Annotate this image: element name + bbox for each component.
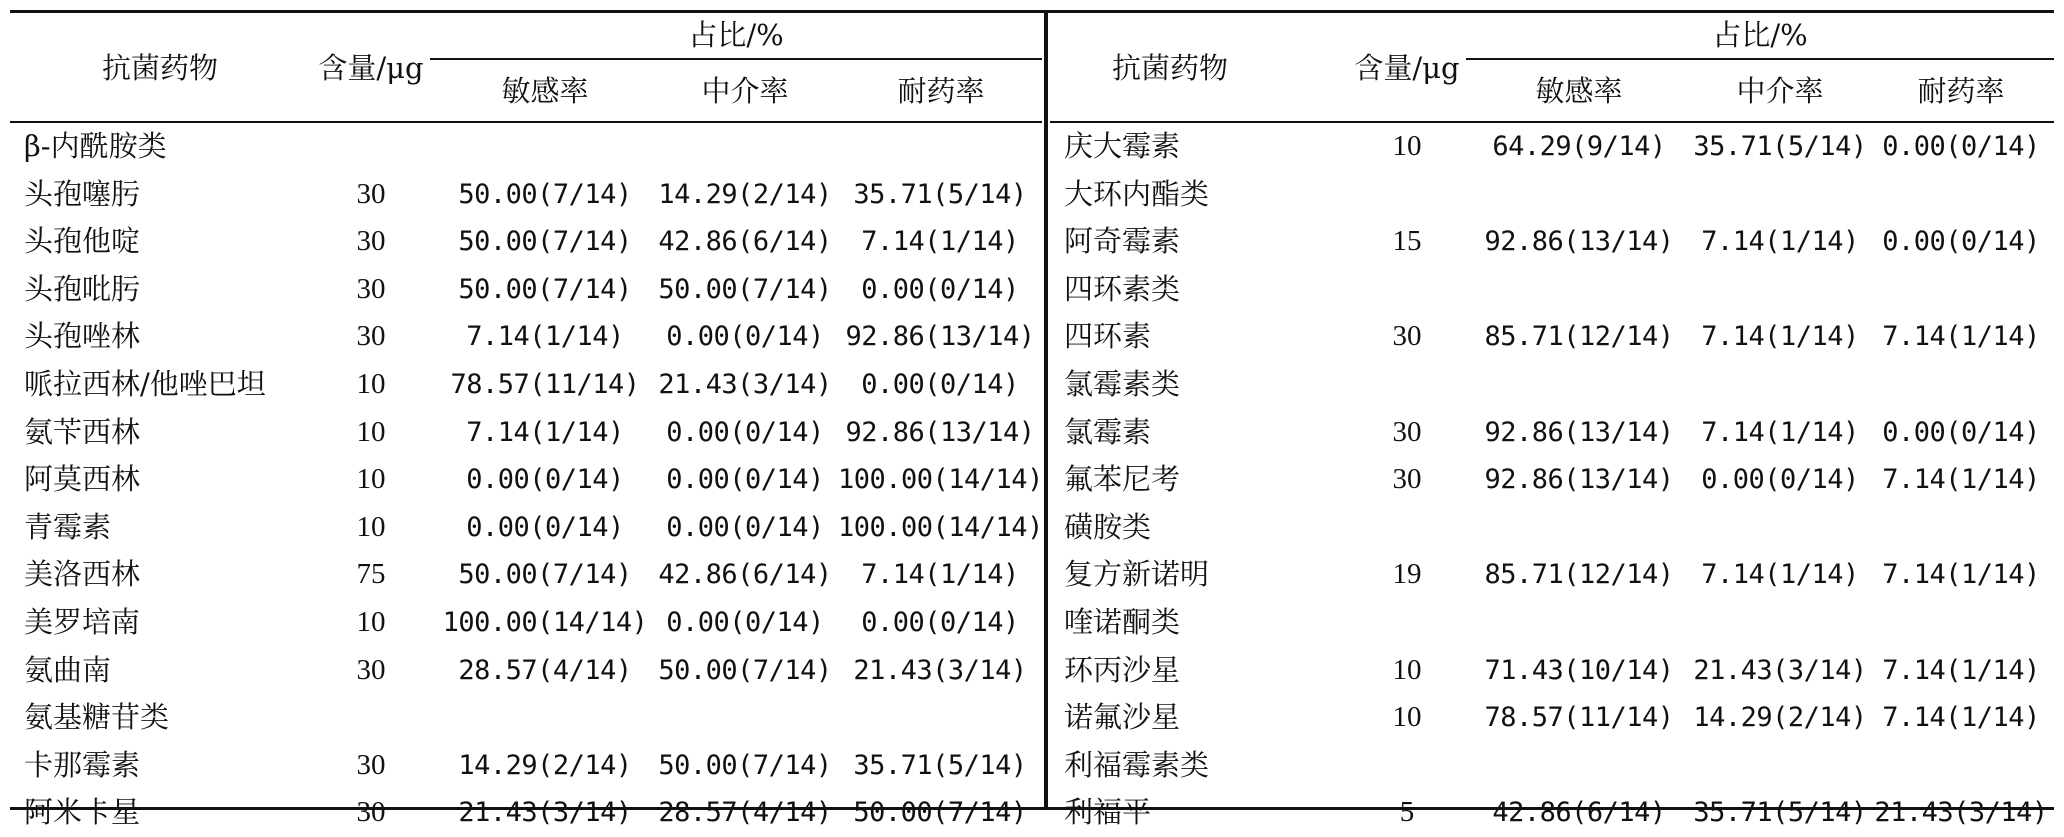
drug-name: 利福霉素类 <box>1064 747 1210 782</box>
resistant-rate <box>838 123 1042 171</box>
sensitive-rate <box>1466 599 1692 647</box>
intermediate-rate: 0.00(0/14) <box>666 464 824 496</box>
antibiotic-susceptibility-table <box>10 10 2054 830</box>
intermediate-rate: 7.14(1/14) <box>1701 416 1859 448</box>
drug-name: 环丙沙星 <box>1064 652 1181 687</box>
sensitive-rate: 92.86(13/14) <box>1484 226 1674 258</box>
left-table-body <box>10 123 1043 830</box>
resistant-rate: 0.00(0/14) <box>861 273 1019 305</box>
sensitive-rate: 92.86(13/14) <box>1484 416 1674 448</box>
resistant-rate: 100.00(14/14) <box>838 511 1043 543</box>
table-row <box>10 123 1042 171</box>
sensitive-rate <box>430 123 660 171</box>
sensitive-rate: 7.14(1/14) <box>466 416 624 448</box>
right-table-body <box>1050 123 2054 830</box>
sensitive-rate: 7.14(1/14) <box>466 321 624 353</box>
intermediate-rate: 14.29(2/14) <box>658 178 832 210</box>
intermediate-rate: 0.00(0/14) <box>1701 464 1859 496</box>
table-row <box>10 551 1042 599</box>
table-row <box>1050 218 2054 266</box>
content-value: 10 <box>1392 653 1422 686</box>
drug-name: 头孢他啶 <box>24 224 141 259</box>
table-row <box>1050 694 2054 742</box>
table-row <box>1050 409 2054 457</box>
table-row <box>10 409 1042 457</box>
drug-name: 氯霉素 <box>1064 414 1152 449</box>
header-resistant: 耐药率 <box>1917 74 2005 108</box>
content-value: 10 <box>1392 130 1422 162</box>
sensitive-rate: 28.57(4/14) <box>458 654 632 686</box>
resistant-rate: 7.14(1/14) <box>1882 321 2040 353</box>
drug-name: 氟苯尼考 <box>1064 462 1181 497</box>
intermediate-rate <box>1692 361 1868 409</box>
drug-name: 磺胺类 <box>1064 509 1152 544</box>
resistant-rate: 0.00(0/14) <box>861 607 1019 638</box>
drug-name: 卡那霉素 <box>24 747 141 782</box>
intermediate-rate: 7.14(1/14) <box>1701 226 1859 258</box>
table-row <box>1050 647 2054 695</box>
resistant-rate: 7.14(1/14) <box>861 559 1019 591</box>
content-value: 30 <box>1392 415 1422 448</box>
drug-name: 阿莫西林 <box>24 462 141 497</box>
table-row <box>10 742 1042 790</box>
content-value: 10 <box>356 606 386 638</box>
resistant-rate: 35.71(5/14) <box>853 749 1027 781</box>
intermediate-rate <box>650 123 840 171</box>
resistant-rate <box>1868 361 2054 409</box>
double-column-separator <box>1044 13 1048 807</box>
resistant-rate: 92.86(13/14) <box>845 321 1035 353</box>
content-value: 30 <box>356 320 386 353</box>
table-row <box>10 504 1042 552</box>
header-ratio: 占比/% <box>688 18 784 52</box>
content-value: 10 <box>1392 701 1422 734</box>
intermediate-rate: 21.43(3/14) <box>658 369 832 400</box>
table-row <box>10 647 1042 695</box>
content-value <box>1342 599 1472 647</box>
content-value: 5 <box>1399 796 1415 829</box>
table-row <box>1050 551 2054 599</box>
resistant-rate <box>1868 266 2054 314</box>
intermediate-rate: 0.00(0/14) <box>666 511 824 543</box>
resistant-rate <box>1868 599 2054 647</box>
content-value: 30 <box>1392 463 1422 496</box>
intermediate-rate: 50.00(7/14) <box>658 273 832 305</box>
resistant-rate: 7.14(1/14) <box>1882 654 2040 686</box>
sensitive-rate: 42.86(6/14) <box>1492 797 1666 829</box>
intermediate-rate <box>1692 266 1868 314</box>
resistant-rate <box>1868 742 2054 790</box>
content-value: 30 <box>356 272 386 305</box>
drug-name: 阿奇霉素 <box>1064 224 1181 259</box>
content-value: 15 <box>1392 225 1422 258</box>
content-value: 30 <box>356 748 386 781</box>
resistant-rate: 50.00(7/14) <box>853 797 1027 829</box>
sensitive-rate <box>430 694 660 742</box>
intermediate-rate <box>1692 504 1868 552</box>
resistant-rate: 0.00(0/14) <box>1882 226 2040 258</box>
intermediate-rate: 35.71(5/14) <box>1693 131 1867 162</box>
table-row <box>10 361 1042 409</box>
content-value: 10 <box>356 415 386 448</box>
header-ratio: 占比/% <box>1712 18 1808 52</box>
sensitive-rate: 50.00(7/14) <box>458 559 632 591</box>
table-row <box>1050 504 2054 552</box>
drug-name: 氯霉素类 <box>1064 367 1181 401</box>
intermediate-rate: 50.00(7/14) <box>658 654 832 686</box>
sensitive-rate: 50.00(7/14) <box>458 178 632 210</box>
content-value <box>306 694 436 742</box>
drug-name: 喹诺酮类 <box>1064 605 1181 639</box>
header-intermediate: 中介率 <box>701 74 789 108</box>
table-row <box>10 218 1042 266</box>
resistant-rate <box>1868 171 2054 219</box>
header-content: 含量/μg <box>1354 51 1460 85</box>
intermediate-rate: 50.00(7/14) <box>658 749 832 781</box>
content-value <box>1342 742 1472 790</box>
content-value: 30 <box>356 796 386 829</box>
drug-name: 头孢唑林 <box>24 319 141 354</box>
header-drug: 抗菌药物 <box>101 51 218 85</box>
intermediate-rate: 42.86(6/14) <box>658 559 832 591</box>
table-row <box>10 789 1042 837</box>
resistant-rate <box>838 694 1042 742</box>
intermediate-rate: 14.29(2/14) <box>1693 702 1867 734</box>
content-value <box>306 123 436 171</box>
drug-name: 氨苄西林 <box>24 414 141 449</box>
table-row <box>10 599 1042 647</box>
sensitive-rate: 50.00(7/14) <box>458 226 632 258</box>
drug-name: 阿米卡星 <box>24 795 141 830</box>
header-sensitive: 敏感率 <box>501 74 589 108</box>
content-value: 10 <box>356 463 386 496</box>
sensitive-rate: 14.29(2/14) <box>458 749 632 781</box>
sensitive-rate <box>1466 171 1692 219</box>
sensitive-rate: 0.00(0/14) <box>466 511 624 543</box>
content-value: 30 <box>356 225 386 258</box>
resistant-rate <box>1868 504 2054 552</box>
header-content: 含量/μg <box>318 51 424 85</box>
header-intermediate: 中介率 <box>1736 74 1824 108</box>
drug-name: 大环内酯类 <box>1064 176 1210 211</box>
drug-name: 美罗培南 <box>24 605 141 639</box>
content-value: 10 <box>356 368 386 400</box>
resistant-rate: 7.14(1/14) <box>861 226 1019 258</box>
resistant-rate: 0.00(0/14) <box>1882 131 2040 162</box>
drug-name: 复方新诺明 <box>1064 557 1210 592</box>
sensitive-rate <box>1466 361 1692 409</box>
drug-name: 四环素 <box>1064 319 1152 354</box>
resistant-rate: 92.86(13/14) <box>845 416 1035 448</box>
header-sensitive: 敏感率 <box>1535 74 1623 108</box>
table-row <box>10 266 1042 314</box>
drug-name: β-内酰胺类 <box>24 129 167 163</box>
sensitive-rate: 50.00(7/14) <box>458 273 632 305</box>
sensitive-rate: 85.71(12/14) <box>1484 559 1674 591</box>
table-row <box>10 171 1042 219</box>
right-table-half <box>1050 13 2054 830</box>
drug-name: 庆大霉素 <box>1064 129 1181 163</box>
sensitive-rate: 78.57(11/14) <box>1484 702 1674 734</box>
sensitive-rate: 85.71(12/14) <box>1484 321 1674 353</box>
table-row <box>1050 313 2054 361</box>
drug-name: 青霉素 <box>24 509 112 544</box>
intermediate-rate: 0.00(0/14) <box>666 607 824 638</box>
sensitive-rate <box>1466 742 1692 790</box>
sensitive-rate <box>1466 266 1692 314</box>
resistant-rate: 7.14(1/14) <box>1882 464 2040 496</box>
table-row <box>10 694 1042 742</box>
intermediate-rate <box>1692 171 1868 219</box>
content-value: 30 <box>1392 320 1422 353</box>
left-table-header <box>10 13 1042 123</box>
table-row <box>10 456 1042 504</box>
content-value: 30 <box>356 653 386 686</box>
drug-name: 四环素类 <box>1064 271 1181 306</box>
header-resistant: 耐药率 <box>897 74 985 108</box>
intermediate-rate: 28.57(4/14) <box>658 797 832 829</box>
content-value: 19 <box>1392 558 1422 591</box>
resistant-rate: 21.43(3/14) <box>1874 797 2048 829</box>
intermediate-rate: 7.14(1/14) <box>1701 559 1859 591</box>
intermediate-rate: 0.00(0/14) <box>666 321 824 353</box>
intermediate-rate <box>1692 742 1868 790</box>
header-ratio-rule <box>1466 58 2054 60</box>
resistant-rate: 0.00(0/14) <box>1882 416 2040 448</box>
sensitive-rate: 92.86(13/14) <box>1484 464 1674 496</box>
resistant-rate: 7.14(1/14) <box>1882 559 2040 591</box>
drug-name: 头孢噻肟 <box>24 176 141 211</box>
sensitive-rate: 71.43(10/14) <box>1484 654 1674 686</box>
resistant-rate: 100.00(14/14) <box>838 464 1043 496</box>
table-row <box>1050 456 2054 504</box>
table-row <box>1050 742 2054 790</box>
content-value <box>1342 266 1472 314</box>
drug-name: 利福平 <box>1064 795 1152 830</box>
table-row <box>1050 171 2054 219</box>
header-ratio-rule <box>430 58 1042 60</box>
content-value: 10 <box>356 510 386 543</box>
resistant-rate: 21.43(3/14) <box>853 654 1027 686</box>
table-row <box>10 313 1042 361</box>
table-row <box>1050 361 2054 409</box>
drug-name: 诺氟沙星 <box>1064 700 1181 735</box>
sensitive-rate <box>1466 504 1692 552</box>
resistant-rate: 35.71(5/14) <box>853 178 1027 210</box>
intermediate-rate <box>650 694 840 742</box>
resistant-rate: 0.00(0/14) <box>861 369 1019 400</box>
intermediate-rate: 0.00(0/14) <box>666 416 824 448</box>
content-value <box>1342 361 1472 409</box>
table-row <box>1050 599 2054 647</box>
drug-name: 氨基糖苷类 <box>24 700 170 735</box>
table-row <box>1050 266 2054 314</box>
sensitive-rate: 21.43(3/14) <box>458 797 632 829</box>
drug-name: 美洛西林 <box>24 557 141 592</box>
intermediate-rate <box>1692 599 1868 647</box>
sensitive-rate: 0.00(0/14) <box>466 464 624 496</box>
content-value: 75 <box>356 558 386 591</box>
content-value: 30 <box>356 177 386 210</box>
intermediate-rate: 21.43(3/14) <box>1693 654 1867 686</box>
table-row <box>1050 789 2054 837</box>
intermediate-rate: 42.86(6/14) <box>658 226 832 258</box>
right-table-header <box>1050 13 2054 123</box>
intermediate-rate: 7.14(1/14) <box>1701 321 1859 353</box>
header-drug: 抗菌药物 <box>1111 51 1228 85</box>
intermediate-rate: 35.71(5/14) <box>1693 797 1867 829</box>
drug-name: 氨曲南 <box>24 652 112 687</box>
sensitive-rate: 100.00(14/14) <box>442 607 648 638</box>
drug-name: 哌拉西林/他唑巴坦 <box>24 367 266 401</box>
resistant-rate: 7.14(1/14) <box>1882 702 2040 734</box>
content-value <box>1342 171 1472 219</box>
left-table-half <box>10 13 1043 830</box>
sensitive-rate: 64.29(9/14) <box>1492 131 1666 162</box>
sensitive-rate: 78.57(11/14) <box>450 369 640 400</box>
table-row <box>1050 123 2054 171</box>
drug-name: 头孢吡肟 <box>24 271 141 306</box>
content-value <box>1342 504 1472 552</box>
